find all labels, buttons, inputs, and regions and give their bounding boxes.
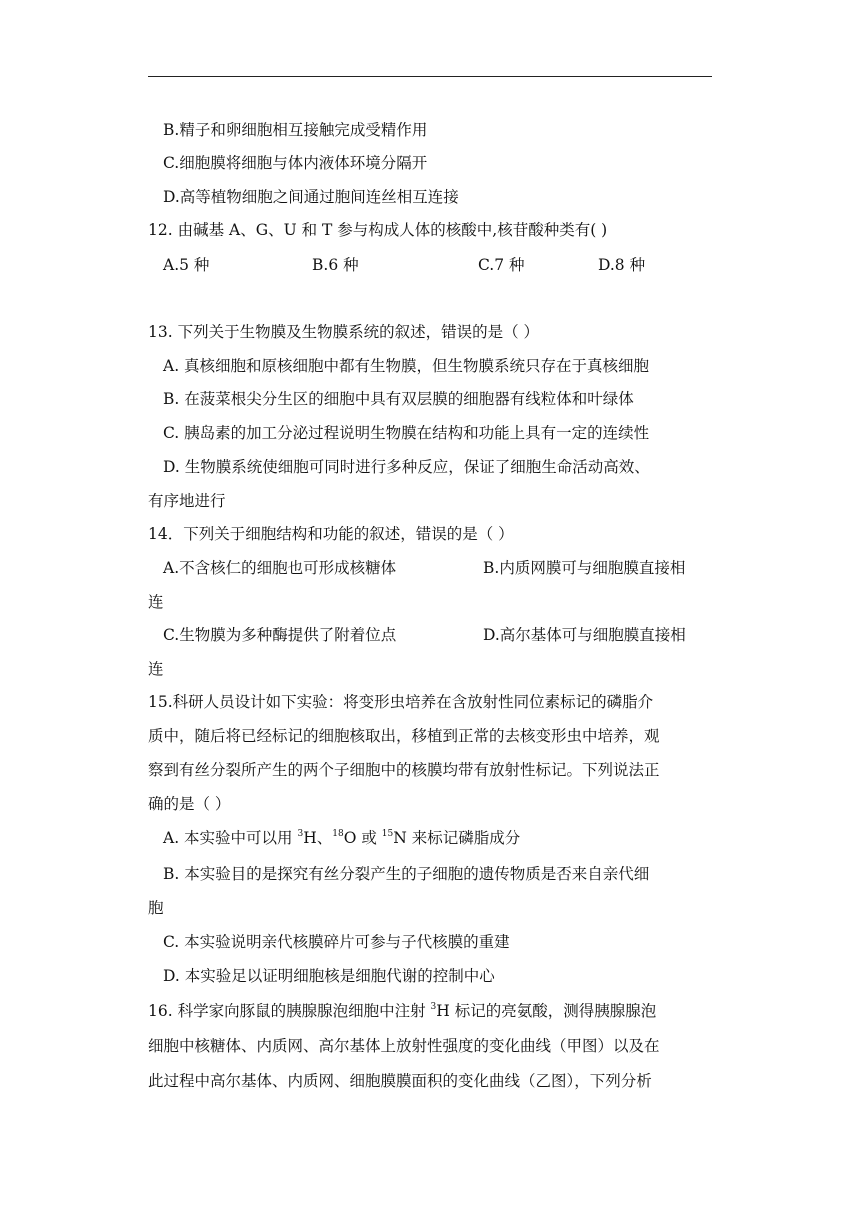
q13-option-c: C. 胰岛素的加工分泌过程说明生物膜在结构和功能上具有一定的连续性 [163,424,650,442]
q11-option-d: D.高等植物细胞之间通过胞间连丝相互连接 [163,188,459,206]
q14-option-c: C.生物膜为多种酶提供了附着位点 [163,626,397,644]
q12-option-d: D.8 种 [598,256,646,274]
q15-option-c: C. 本实验说明亲代核膜碎片可参与子代核膜的重建 [163,933,510,951]
q15-stem-line2: 质中，随后将已经标记的细胞核取出，移植到正常的去核变形虫中培养，观 [148,727,660,745]
q14-option-d-line1: D.高尔基体可与细胞膜直接相 [483,626,686,644]
q12-stem: 12. 由碱基 A、G、U 和 T 参与构成人体的核酸中,核苷酸种类有( ) [148,221,608,239]
q16-line2: 细胞中核糖体、内质网、高尔基体上放射性强度的变化曲线（甲图）以及在 [148,1037,660,1055]
q14-option-b-line2: 连 [148,593,164,611]
q15-option-b-line1: B. 本实验目的是探究有丝分裂产生的子细胞的遗传物质是否来自亲代细 [163,865,650,883]
q13-option-d-line1: D. 生物膜系统使细胞可同时进行多种反应，保证了细胞生命活动高效、 [163,458,650,476]
q15-stem-line1: 15.科研人员设计如下实验：将变形虫培养在含放射性同位素标记的磷脂介 [148,693,654,711]
q13-option-a: A. 真核细胞和原核细胞中都有生物膜，但生物膜系统只存在于真核细胞 [163,357,650,375]
q15-option-d: D. 本实验足以证明细胞核是细胞代谢的控制中心 [163,967,495,985]
q13-option-b: B. 在菠菜根尖分生区的细胞中具有双层膜的细胞器有线粒体和叶绿体 [163,390,634,408]
q16-line3: 此过程中高尔基体、内质网、细胞膜膜面积的变化曲线（乙图），下列分析 [148,1072,652,1090]
q11-option-b: B.精子和卵细胞相互接触完成受精作用 [163,121,428,139]
header-rule [148,76,712,77]
q12-option-c: C.7 种 [478,256,525,274]
q15-option-b-line2: 胞 [148,899,164,917]
q14-option-a: A.不含核仁的细胞也可形成核糖体 [163,559,397,577]
q16-line1: 16. 科学家向豚鼠的胰腺腺泡细胞中注射 $^3$H 标记的亮氨酸，测得胰腺腺泡 [148,1002,657,1020]
q11-option-c: C.细胞膜将细胞与体内液体环境分隔开 [163,154,428,172]
q14-option-b-line1: B.内质网膜可与细胞膜直接相 [483,559,686,577]
q14-stem: 14．下列关于细胞结构和功能的叙述，错误的是（ ） [148,525,514,543]
q15-option-a: A. 本实验中可以用 $^3$H、$^{18}$O 或 $^{15}$N 来标记磷脂成分 [163,829,521,847]
q15-stem-line4: 确的是（ ） [148,795,231,813]
q12-option-a: A.5 种 [163,256,210,274]
q13-stem: 13. 下列关于生物膜及生物膜系统的叙述，错误的是（ ） [148,323,540,341]
q14-option-d-line2: 连 [148,660,164,678]
q13-option-d-line2: 有序地进行 [148,492,226,510]
q12-option-b: B.6 种 [312,256,359,274]
q15-stem-line3: 察到有丝分裂所产生的两个子细胞中的核膜均带有放射性标记。下列说法正 [148,761,660,779]
